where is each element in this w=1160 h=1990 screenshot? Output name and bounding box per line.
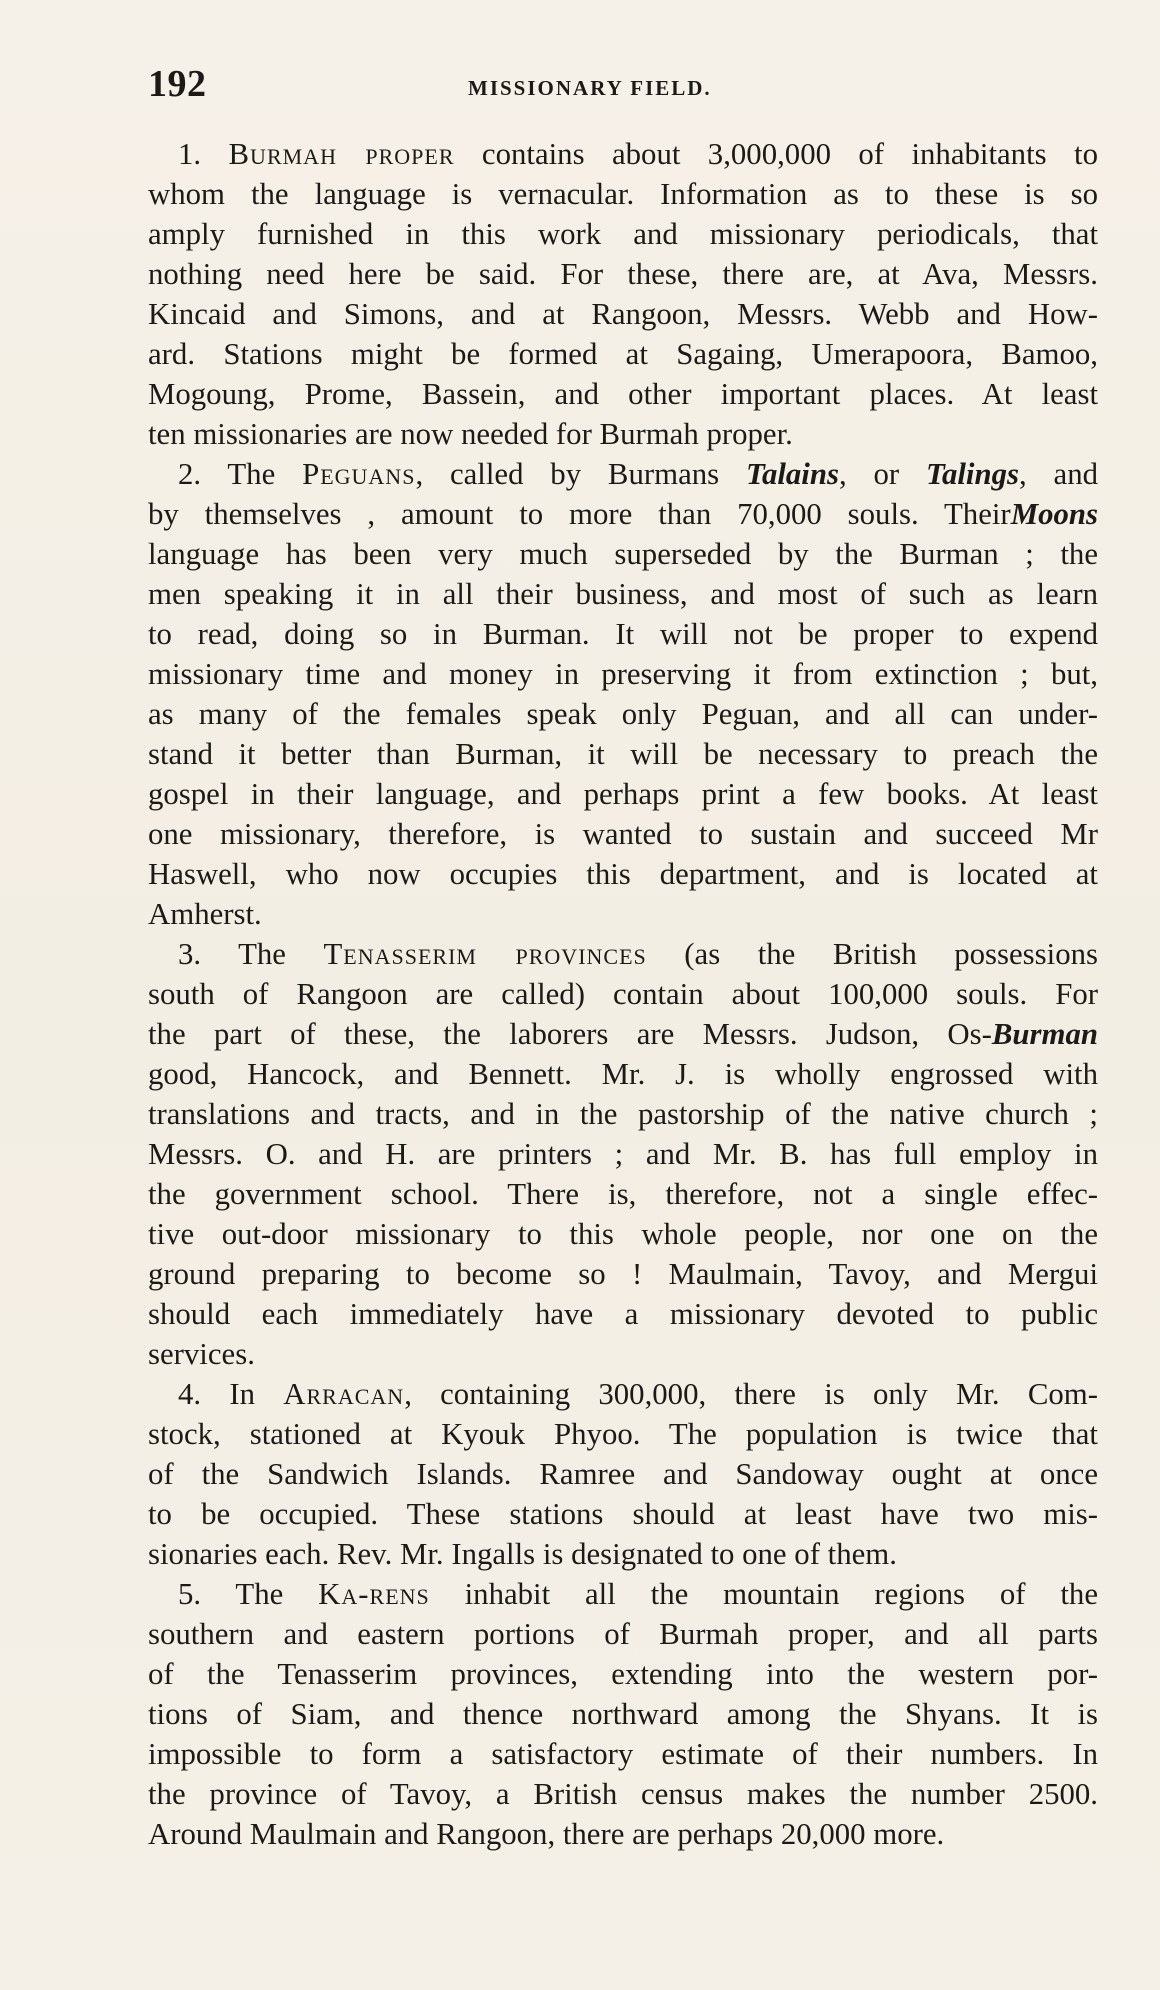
text-line: [148, 174, 1098, 214]
text-line: [148, 1014, 1098, 1054]
text-line: [148, 1614, 1098, 1654]
text-run: sionaries each. Rev. Mr. Ingalls is designated to one of them.: [148, 1537, 897, 1571]
text-run: , or: [838, 457, 926, 491]
small-caps-term: Arracan: [283, 1377, 405, 1411]
text-run: missionary time and money in preserving it from extinction ; but,: [148, 657, 1098, 691]
text-run: Messrs. O. and H. are printers ; and Mr. B. has full employ in: [148, 1137, 1098, 1171]
text-line: [148, 1334, 1098, 1374]
text-line: [148, 1814, 1098, 1854]
text-run: , and: [1019, 457, 1098, 491]
text-line: [148, 1174, 1098, 1214]
text-run: impossible to form a satisfactory estimate of their numbers. In: [148, 1737, 1098, 1771]
text-run: amply furnished in this work and missionary periodicals, that: [148, 217, 1098, 251]
text-run: one missionary, therefore, is wanted to sustain and succeed Mr: [148, 817, 1098, 851]
text-line: [148, 214, 1098, 254]
text-line: [148, 854, 1098, 894]
text-line: [148, 934, 1098, 974]
text-run: 5. The: [178, 1577, 319, 1611]
text-run: stock, stationed at Kyouk Phyoo. The population is twice that: [148, 1417, 1098, 1451]
text-run: whom the language is vernacular. Information as to these is so: [148, 177, 1098, 211]
text-run: ground preparing to become so ! Maulmain, Tavoy, and Mergui: [148, 1257, 1098, 1291]
small-caps-term: Peguans: [302, 457, 416, 491]
text-line: [148, 1414, 1098, 1454]
text-run: good, Hancock, and Bennett. Mr. J. is wholly engrossed with: [148, 1057, 1098, 1091]
text-line: [148, 374, 1098, 414]
text-run: the government school. There is, therefore, not a single effec-: [148, 1177, 1098, 1211]
text-run: ard. Stations might be formed at Sagaing, Umerapoora, Bamoo,: [148, 337, 1098, 371]
text-line: [148, 1654, 1098, 1694]
text-line: [148, 974, 1098, 1014]
text-line: [148, 1454, 1098, 1494]
text-run: Around Maulmain and Rangoon, there are perhaps 20,000 more.: [148, 1817, 945, 1851]
text-run: 1.: [178, 137, 229, 171]
text-run: of the Sandwich Islands. Ramree and Sandoway ought at once: [148, 1457, 1098, 1491]
text-line: [148, 1694, 1098, 1734]
text-run: the: [148, 1017, 214, 1051]
text-line: [148, 1214, 1098, 1254]
text-run: part of these, the laborers are Messrs. Judson, Os-: [213, 1017, 992, 1051]
text-run: nothing need here be said. For these, there are, at Ava, Messrs.: [148, 257, 1098, 291]
text-line: [148, 1734, 1098, 1774]
paragraph: [148, 934, 1098, 1374]
text-line: [148, 294, 1098, 334]
text-run: of the Tenasserim provinces, extending into the western por-: [148, 1657, 1098, 1691]
text-line: [148, 654, 1098, 694]
small-caps-term: Tenasserim provinces: [323, 937, 647, 971]
text-line: [148, 414, 1098, 454]
text-run: inhabit all the mountain regions of the: [429, 1577, 1098, 1611]
text-run: as many of the females speak only Peguan, and all can under-: [148, 697, 1098, 731]
text-line: [148, 1374, 1098, 1414]
text-run: Mogoung, Prome, Bassein, and other important places. At least: [148, 377, 1098, 411]
paragraph: [148, 454, 1098, 934]
text-run: southern and eastern portions of Burmah proper, and all parts: [148, 1617, 1098, 1651]
text-line: [148, 894, 1098, 934]
italic-term: Talains: [745, 457, 839, 491]
text-line: [148, 1254, 1098, 1294]
text-run: language has been very much superseded by the Burman ; the: [148, 537, 1098, 571]
text-run: gospel in their language, and perhaps print a few books. At least: [148, 777, 1098, 811]
text-line: [148, 334, 1098, 374]
text-line: [148, 1294, 1098, 1334]
text-line: [148, 534, 1098, 574]
text-line: [148, 694, 1098, 734]
text-line: [148, 1494, 1098, 1534]
text-run: by themselves: [148, 497, 368, 531]
paragraph: [148, 134, 1098, 454]
running-head: MISSIONARY FIELD.: [468, 76, 712, 100]
text-line: [148, 1574, 1098, 1614]
paragraph: [148, 1574, 1098, 1854]
text-run: translations and tracts, and in the pastorship of the native church ;: [148, 1097, 1098, 1131]
text-line: [148, 454, 1098, 494]
text-run: tions of Siam, and thence northward among the Shyans. It is: [148, 1697, 1098, 1731]
text-line: [148, 134, 1098, 174]
text-run: contains about 3,000,000 of inhabitants to: [454, 137, 1098, 171]
text-run: to read, doing so in Burman. It will not be proper to expend: [148, 617, 1098, 651]
text-run: (as the British possessions: [646, 937, 1098, 971]
text-run: Haswell, who now occupies this department, and is located at: [148, 857, 1098, 891]
text-run: , called by Burmans: [415, 457, 746, 491]
text-run: tive out-door missionary to this whole people, nor one on the: [148, 1217, 1098, 1251]
text-line: [148, 614, 1098, 654]
text-line: [148, 1094, 1098, 1134]
text-run: the province of Tavoy, a British census makes the number 2500.: [148, 1777, 1098, 1811]
text-line: [148, 574, 1098, 614]
text-run: men speaking it in all their business, and most of such as learn: [148, 577, 1098, 611]
text-run: , amount to more than 70,000 souls. Their: [367, 497, 1011, 531]
text-line: [148, 254, 1098, 294]
italic-term: Burman: [991, 1017, 1099, 1051]
text-run: should each immediately have a missionary devoted to public: [148, 1297, 1098, 1331]
text-line: [148, 494, 1098, 534]
text-run: stand it better than Burman, it will be necessary to preach the: [148, 737, 1098, 771]
paragraph: [148, 1374, 1098, 1574]
text-run: to be occupied. These stations should at least have two mis-: [148, 1497, 1098, 1531]
text-run: south of Rangoon are called) contain about 100,000 souls. For: [148, 977, 1098, 1011]
text-line: [148, 1774, 1098, 1814]
text-run: services.: [148, 1337, 255, 1371]
text-run: Amherst.: [148, 897, 262, 931]
page-header: [148, 62, 1078, 112]
text-line: [148, 734, 1098, 774]
text-line: [148, 1534, 1098, 1574]
text-line: [148, 814, 1098, 854]
body-text: [148, 134, 1098, 1854]
italic-term: Moons: [1010, 497, 1098, 531]
text-run: ten missionaries are now needed for Burmah proper.: [148, 417, 793, 451]
text-run: 2. The: [178, 457, 303, 491]
small-caps-term: Ka-rens: [318, 1577, 430, 1611]
text-line: [148, 774, 1098, 814]
italic-term: Talings: [925, 457, 1019, 491]
small-caps-term: Burmah proper: [228, 137, 455, 171]
text-line: [148, 1054, 1098, 1094]
text-run: 3. The: [178, 937, 324, 971]
page-number: 192: [148, 63, 207, 105]
text-run: , containing 300,000, there is only Mr. Com-: [404, 1377, 1099, 1411]
text-run: Kincaid and Simons, and at Rangoon, Messrs. Webb and How-: [148, 297, 1098, 331]
text-run: 4. In: [178, 1377, 284, 1411]
text-line: [148, 1134, 1098, 1174]
